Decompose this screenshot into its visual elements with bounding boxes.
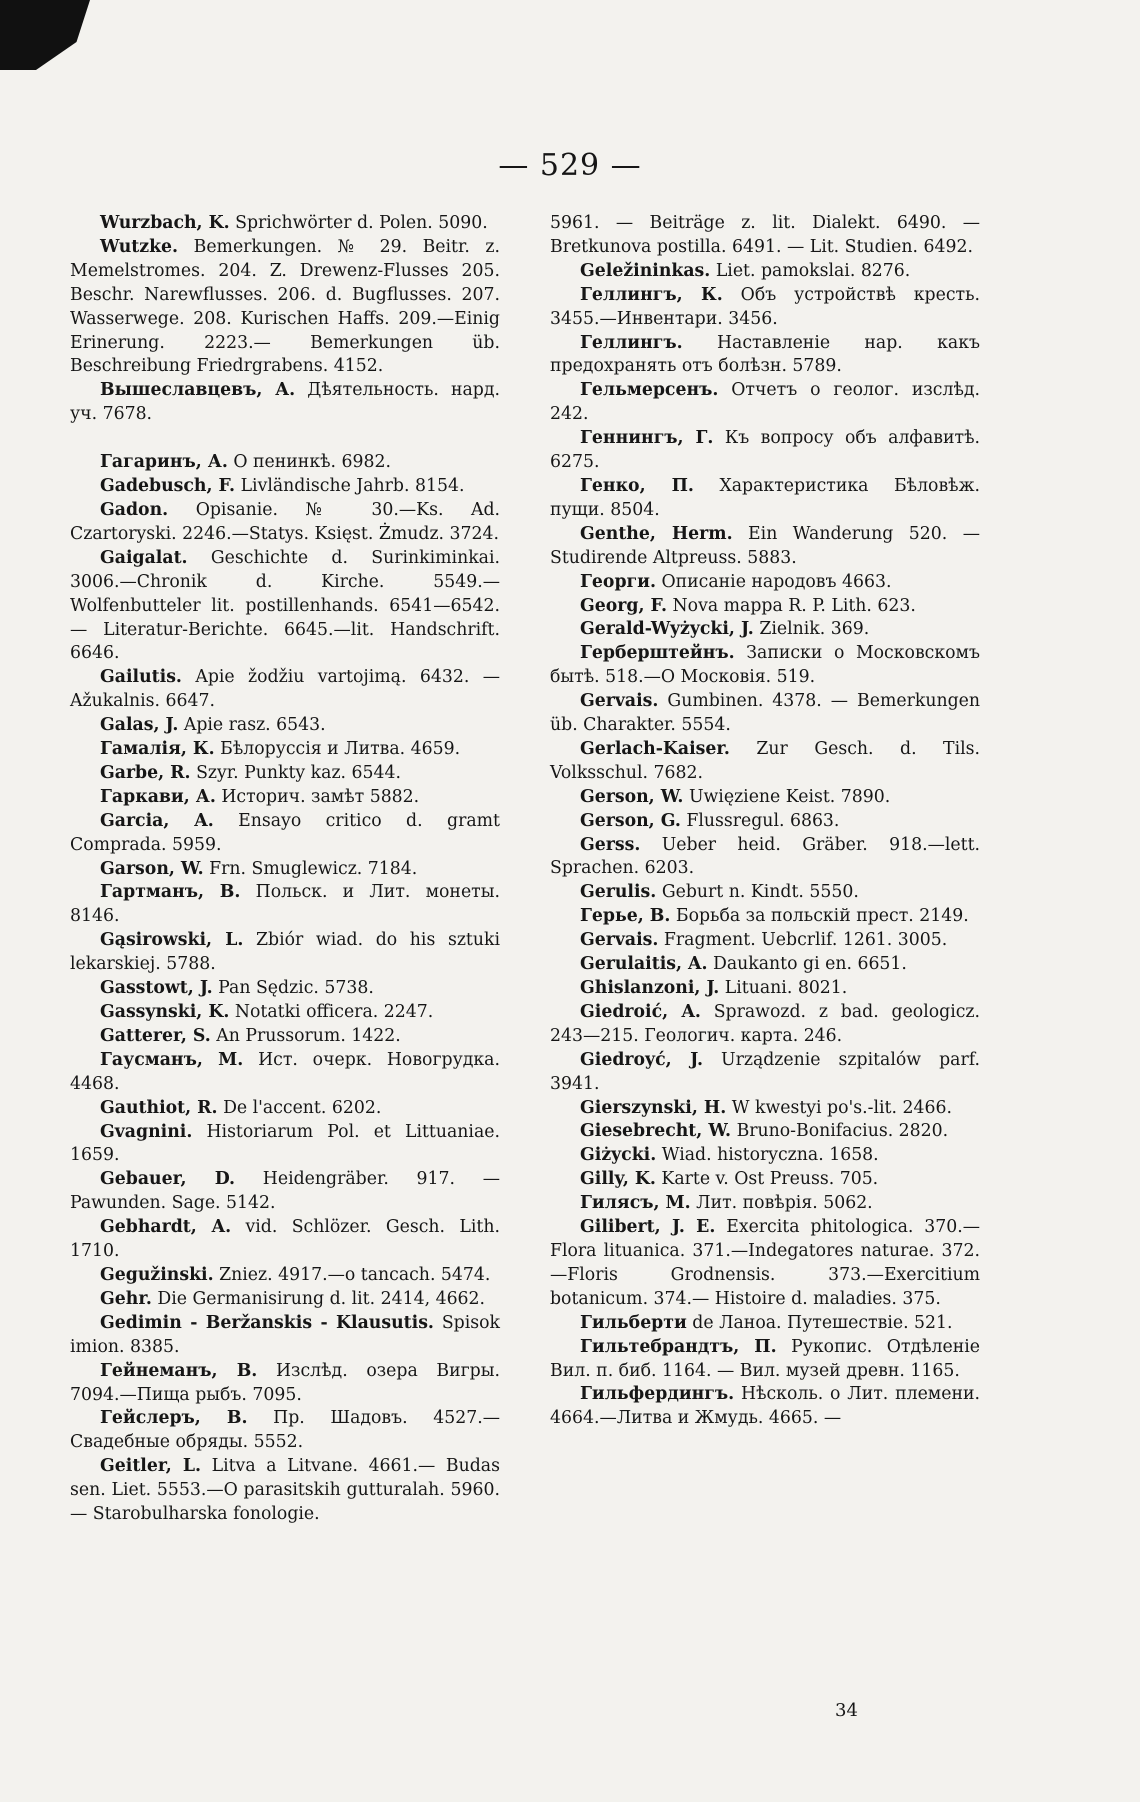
index-entry bbox=[550, 881, 980, 905]
index-entry bbox=[70, 858, 500, 882]
entry-name: Ghislanzoni, J. bbox=[580, 978, 720, 998]
entry-name: Gerss. bbox=[580, 834, 641, 855]
index-entry bbox=[550, 1336, 980, 1384]
index-entry bbox=[550, 905, 980, 929]
entry-name: Гильберти bbox=[580, 1312, 687, 1333]
entry-text: Ein Wanderung 520. —Studirende Altpreuss. 5883. bbox=[550, 523, 981, 568]
entry-text: An Prussorum. 1422. bbox=[216, 1025, 401, 1046]
entry-text: Bruno-Bonifacius. 2820. bbox=[736, 1121, 949, 1142]
entry-text: Ensayo critico d. gramt Comprada. 5959. bbox=[70, 810, 500, 855]
entry-text: О пенинкѣ. 6982. bbox=[233, 452, 392, 473]
entry-text: Notatki officera. 2247. bbox=[234, 1002, 434, 1022]
entry-name: Гаркави, А. bbox=[100, 786, 216, 807]
entry-text: Отчетъ о геолог. изслѣд. 242. bbox=[550, 380, 981, 425]
index-entry bbox=[550, 738, 980, 786]
entry-text: Sprichwörter d. Polen. 5090. bbox=[235, 213, 488, 233]
entry-text: Къ вопросу объ алфавитѣ. 6275. bbox=[550, 428, 980, 473]
entry-name: Gerulaitis, A. bbox=[580, 954, 708, 975]
entry-text: Litva a Litvane. 4661.— Budas sen. Liet. 5553.—O parasitskih gutturalah. 5960. — Starobulharska fonologie. bbox=[70, 1456, 500, 1525]
entry-name: Gilibert, J. E. bbox=[580, 1217, 716, 1238]
scan-corner-mark bbox=[0, 0, 90, 70]
entry-name: Gervais. bbox=[580, 930, 659, 951]
index-entry bbox=[70, 1025, 500, 1049]
index-entry bbox=[550, 1383, 980, 1431]
entry-name: Gadon. bbox=[100, 499, 169, 520]
index-entry bbox=[70, 547, 500, 667]
entry-name: Geležininkas. bbox=[580, 260, 711, 281]
entry-text: Нѣсколь. о Лит. племени. 4664.—Литва и Жмудь. 4665. — bbox=[550, 1384, 980, 1429]
index-entry bbox=[550, 786, 980, 810]
entry-name: Гейслеръ, В. bbox=[100, 1408, 248, 1429]
index-entry bbox=[550, 834, 980, 882]
entry-text: Spisok imion. 8385. bbox=[70, 1312, 500, 1357]
entry-text: Бѣлоруссія и Литва. 4659. bbox=[220, 739, 461, 760]
entry-text: Uwięziene Keist. 7890. bbox=[688, 786, 891, 807]
entry-text: Livländische Jahrb. 8154. bbox=[240, 476, 465, 497]
index-entry bbox=[70, 1288, 500, 1312]
entry-text: Flussregul. 6863. bbox=[686, 810, 840, 831]
entry-name: Georg, F. bbox=[580, 595, 668, 616]
entry-text: Geburt n. Kindt. 5550. bbox=[661, 882, 859, 903]
index-entry bbox=[550, 618, 980, 642]
entry-name: Giesebrecht, W. bbox=[580, 1121, 732, 1142]
entry-text: Ueber heid. Gräber. 918.—lett. Sprachen. 6203. bbox=[550, 834, 981, 879]
index-entry bbox=[70, 475, 500, 499]
entry-text: Описаніе народовъ 4663. bbox=[661, 571, 892, 592]
index-entry bbox=[550, 284, 980, 332]
entry-text: Лит. повѣрія. 5062. bbox=[696, 1193, 873, 1214]
entry-name: Gassynski, K. bbox=[100, 1002, 230, 1022]
entry-name: Геллингъ. bbox=[580, 332, 683, 353]
entry-text: Борьба за польскій прест. 2149. bbox=[675, 906, 969, 927]
entry-text: 5961. — Beiträge z. lit. Dialekt. 6490. — Bretkunova postilla. 6491. — Lit. Studien. 6492. bbox=[550, 213, 980, 257]
entry-name: Geitler, L. bbox=[100, 1456, 202, 1477]
index-entry bbox=[550, 810, 980, 834]
entry-name: Gegužinski. bbox=[100, 1264, 214, 1285]
entry-name: Гильтебрандтъ, П. bbox=[580, 1336, 777, 1357]
entry-name: Wurzbach, K. bbox=[100, 213, 230, 233]
entry-name: Garbe, R. bbox=[100, 762, 191, 783]
entry-text: Рукопис. Отдѣленіе Вил. п. биб. 1164. — Вил. музей древн. 1165. bbox=[550, 1336, 980, 1381]
entry-name: Герье, В. bbox=[580, 906, 671, 927]
entry-name: Gailutis. bbox=[100, 667, 182, 688]
entry-text: Ист. очерк. Новогрудка. 4468. bbox=[70, 1049, 500, 1094]
entry-name: Генко, П. bbox=[580, 475, 694, 496]
index-entry bbox=[550, 1168, 980, 1192]
index-entry bbox=[70, 977, 500, 1001]
entry-text: vid. Schlözer. Gesch. Lith. 1710. bbox=[70, 1217, 500, 1262]
entry-text: Дѣятельность. нард. уч. 7678. bbox=[70, 380, 501, 425]
index-entry bbox=[550, 690, 980, 738]
index-entry bbox=[70, 1360, 500, 1408]
entry-text: De l'accent. 6202. bbox=[223, 1097, 382, 1118]
index-entry bbox=[70, 1049, 500, 1097]
entry-text: Gumbinen. 4378. — Bemerkungen üb. Charakter. 5554. bbox=[550, 691, 980, 736]
left-column bbox=[70, 212, 500, 1527]
entry-name: Gebauer, D. bbox=[100, 1169, 236, 1190]
entry-name: Геннингъ, Г. bbox=[580, 428, 714, 449]
index-entry bbox=[550, 571, 980, 595]
index-entry bbox=[70, 786, 500, 810]
entry-name: Gebhardt, A. bbox=[100, 1217, 232, 1238]
index-entry bbox=[550, 1192, 980, 1216]
entry-name: Giedroyć, J. bbox=[580, 1049, 703, 1070]
entry-text: Die Germanisirung d. lit. 2414, 4662. bbox=[157, 1288, 486, 1309]
index-entry bbox=[550, 1144, 980, 1168]
index-entry bbox=[70, 881, 500, 929]
entry-name: Вышеславцевъ, А. bbox=[100, 380, 296, 401]
entry-text: Записки о Московскомъ бытѣ. 518.—O Московія. 519. bbox=[550, 643, 980, 688]
entry-name: Gaigalat. bbox=[100, 547, 188, 568]
entry-name: Gervais. bbox=[580, 691, 659, 712]
index-entry bbox=[70, 810, 500, 858]
entry-name: Gauthiot, R. bbox=[100, 1097, 218, 1118]
entry-name: Gasstowt, J. bbox=[100, 978, 213, 999]
entry-name: Gąsirowski, L. bbox=[100, 930, 244, 951]
page-number: — 529 — bbox=[498, 148, 642, 183]
entry-text: Пр. Шадовъ. 4527.— Свадебные обряды. 5552. bbox=[70, 1408, 500, 1453]
entry-text: Zniez. 4917.—o tancach. 5474. bbox=[219, 1264, 491, 1285]
entry-name: Giżycki. bbox=[580, 1145, 657, 1166]
entry-text: Daukanto gi en. 6651. bbox=[712, 954, 907, 975]
entry-text: Zbiór wiad. do his sztuki lekarskiej. 5788. bbox=[70, 930, 501, 975]
entry-text: Zielnik. 369. bbox=[759, 619, 870, 640]
entry-text: Apie žodžiu vartojimą. 6432. —Ažukalnis. 6647. bbox=[70, 667, 500, 712]
entry-text: Urządzenie szpitalów parf. 3941. bbox=[550, 1049, 980, 1094]
entry-name: Genthe, Herm. bbox=[580, 523, 733, 544]
entry-text: Наставленіе нар. какъ предохранять отъ болѣзн. 5789. bbox=[550, 332, 980, 377]
entry-name: Gehr. bbox=[100, 1288, 152, 1309]
index-entry bbox=[550, 1216, 980, 1312]
entry-name: Wutzke. bbox=[100, 236, 179, 257]
entry-text: Historiarum Pol. et Littuaniae. 1659. bbox=[70, 1121, 500, 1166]
index-entry bbox=[70, 1097, 500, 1121]
index-entry bbox=[70, 1216, 500, 1264]
index-entry bbox=[550, 595, 980, 619]
entry-text: Pan Sędzic. 5738. bbox=[218, 978, 374, 999]
entry-name: Gerson, W. bbox=[580, 786, 684, 807]
signature-mark: 34 bbox=[835, 1700, 858, 1721]
index-entry bbox=[70, 1001, 500, 1025]
entry-text: Liet. pamokslai. 8276. bbox=[715, 260, 911, 281]
entry-text: Fragment. Uebcrlif. 1261. 3005. bbox=[663, 930, 948, 951]
index-entry bbox=[70, 762, 500, 786]
entry-name: Гаусманъ, М. bbox=[100, 1049, 244, 1070]
entry-name: Гильфердингъ. bbox=[580, 1384, 735, 1405]
entry-name: Garson, W. bbox=[100, 858, 204, 879]
entry-text: Изслѣд. озера Вигры. 7094.—Пища рыбъ. 7095. bbox=[70, 1360, 500, 1405]
entry-text: Opisanie. № 30.—Ks. Ad. Czartoryski. 2246.—Statys. Księst. Żmudz. 3724. bbox=[70, 499, 500, 544]
index-entry bbox=[550, 212, 980, 260]
index-entry bbox=[70, 714, 500, 738]
index-entry bbox=[550, 1049, 980, 1097]
index-entry bbox=[550, 953, 980, 977]
index-entry bbox=[70, 929, 500, 977]
entry-name: Gerulis. bbox=[580, 882, 657, 903]
index-entry bbox=[70, 738, 500, 762]
entry-name: Giedroić, A. bbox=[580, 1001, 701, 1022]
index-entry bbox=[70, 1407, 500, 1455]
entry-text: Szyr. Punkty kaz. 6544. bbox=[196, 762, 402, 783]
index-entry bbox=[550, 523, 980, 571]
index-entry bbox=[550, 379, 980, 427]
entry-text: Heidengräber. 917. — Pawunden. Sage. 5142. bbox=[70, 1169, 500, 1214]
entry-name: Гамалія, К. bbox=[100, 739, 215, 760]
entry-text: Apie rasz. 6543. bbox=[183, 715, 326, 736]
entry-text: Nova mappa R. P. Lith. 623. bbox=[672, 595, 916, 616]
entry-name: Galas, J. bbox=[100, 715, 179, 736]
entry-name: Георги. bbox=[580, 571, 656, 592]
index-entry bbox=[70, 499, 500, 547]
entry-text: Wiad. historyczna. 1658. bbox=[661, 1145, 879, 1166]
entry-name: Гагаринъ, А. bbox=[100, 452, 228, 473]
entry-text: Geschichte d. Surinkiminkai. 3006.—Chronik d. Kirche. 5549.— Wolfenbutteler lit. postillenhands. 6541—6542. — Literatur-Berichte. 6645.—lit. Handschrift. 6646. bbox=[70, 547, 500, 664]
entry-text: W kwestyi po's.-lit. 2466. bbox=[731, 1097, 952, 1118]
entry-text: Историч. замѣт 5882. bbox=[221, 786, 420, 807]
index-entry bbox=[70, 666, 500, 714]
index-entry bbox=[550, 1097, 980, 1121]
index-entry bbox=[550, 929, 980, 953]
index-entry bbox=[70, 451, 500, 475]
index-entry bbox=[550, 475, 980, 523]
entry-name: Gvagnini. bbox=[100, 1121, 193, 1142]
index-entry bbox=[70, 1168, 500, 1216]
entry-name: Gatterer, S. bbox=[100, 1025, 211, 1046]
index-entry bbox=[550, 427, 980, 475]
index-entry bbox=[70, 236, 500, 379]
entry-name: Gerald-Wyżycki, J. bbox=[580, 619, 754, 640]
entry-text: Путешествіе. 521. bbox=[787, 1312, 953, 1333]
index-entry bbox=[550, 332, 980, 380]
entry-name: Gedimin - Beržanskis - Klausutis. bbox=[100, 1312, 434, 1333]
entry-name: Гейнеманъ, В. bbox=[100, 1360, 258, 1381]
entry-text: Exercita phitologica. 370.—Flora lituanica. 371.—Indegatores naturae. 372.—Floris Grodnensis. 373.—Exercitium botanicum. 374.— Histoire d. maladies. 375. bbox=[550, 1217, 980, 1309]
index-entry bbox=[70, 1121, 500, 1169]
entry-text: Sprawozd. z bad. geologicz. 243—215. Геологич. карта. 246. bbox=[550, 1001, 980, 1046]
entry-name: Gadebusch, F. bbox=[100, 476, 236, 497]
index-entry bbox=[70, 1264, 500, 1288]
index-entry bbox=[550, 1312, 980, 1336]
index-entry bbox=[550, 1120, 980, 1144]
entry-text: Zur Gesch. d. Tils. Volksschul. 7682. bbox=[550, 738, 980, 783]
entry-name: Gerlach-Kaiser. bbox=[580, 738, 730, 759]
index-entry bbox=[70, 212, 500, 236]
entry-text: Польск. и Лит. монеты. 8146. bbox=[70, 882, 500, 927]
entry-name: Gerson, G. bbox=[580, 810, 681, 831]
entry-name: Gilly, K. bbox=[580, 1169, 656, 1190]
index-entry bbox=[70, 1455, 500, 1527]
index-entry bbox=[550, 260, 980, 284]
entry-name: Герберштейнъ. bbox=[580, 643, 735, 664]
index-entry bbox=[550, 642, 980, 690]
entry-text: Объ устройствѣ кресть. 3455.—Инвентари. 3456. bbox=[550, 284, 980, 329]
entry-text: Характеристика Бѣловѣж. пущи. 8504. bbox=[550, 475, 980, 520]
entry-text: Frn. Smuglewicz. 7184. bbox=[209, 858, 418, 879]
index-entry bbox=[70, 379, 500, 427]
entry-name: Gierszynski, H. bbox=[580, 1097, 727, 1118]
index-entry bbox=[550, 1001, 980, 1049]
entry-gap bbox=[70, 427, 500, 451]
index-entry bbox=[550, 977, 980, 1001]
entry-name: Геллингъ, К. bbox=[580, 284, 723, 305]
entry-name: Гельмерсенъ. bbox=[580, 380, 719, 401]
entry-name: Гартманъ, В. bbox=[100, 882, 241, 903]
entry-name: Гилясъ, М. bbox=[580, 1193, 691, 1214]
index-entry bbox=[70, 1312, 500, 1360]
entry-name-cont: de Ланоа. bbox=[692, 1312, 782, 1333]
entry-text: Lituani. 8021. bbox=[724, 978, 848, 998]
right-column bbox=[550, 212, 980, 1431]
entry-text: Bemerkungen. № 29. Beitr. z. Memelstromes. 204. Z. Drewenz-Flusses 205. Beschr. Narewflusses. 206. d. Bugflusses. 207. Wasserwege. 208. Kurischen Haffs. 209.—Einig Erinerung. 2223.— Bemerkungen üb. Beschreibung Friedrgrabens. 4152. bbox=[70, 236, 501, 377]
entry-name: Garcia, A. bbox=[100, 810, 214, 831]
entry-text: Karte v. Ost Preuss. 705. bbox=[661, 1169, 879, 1190]
